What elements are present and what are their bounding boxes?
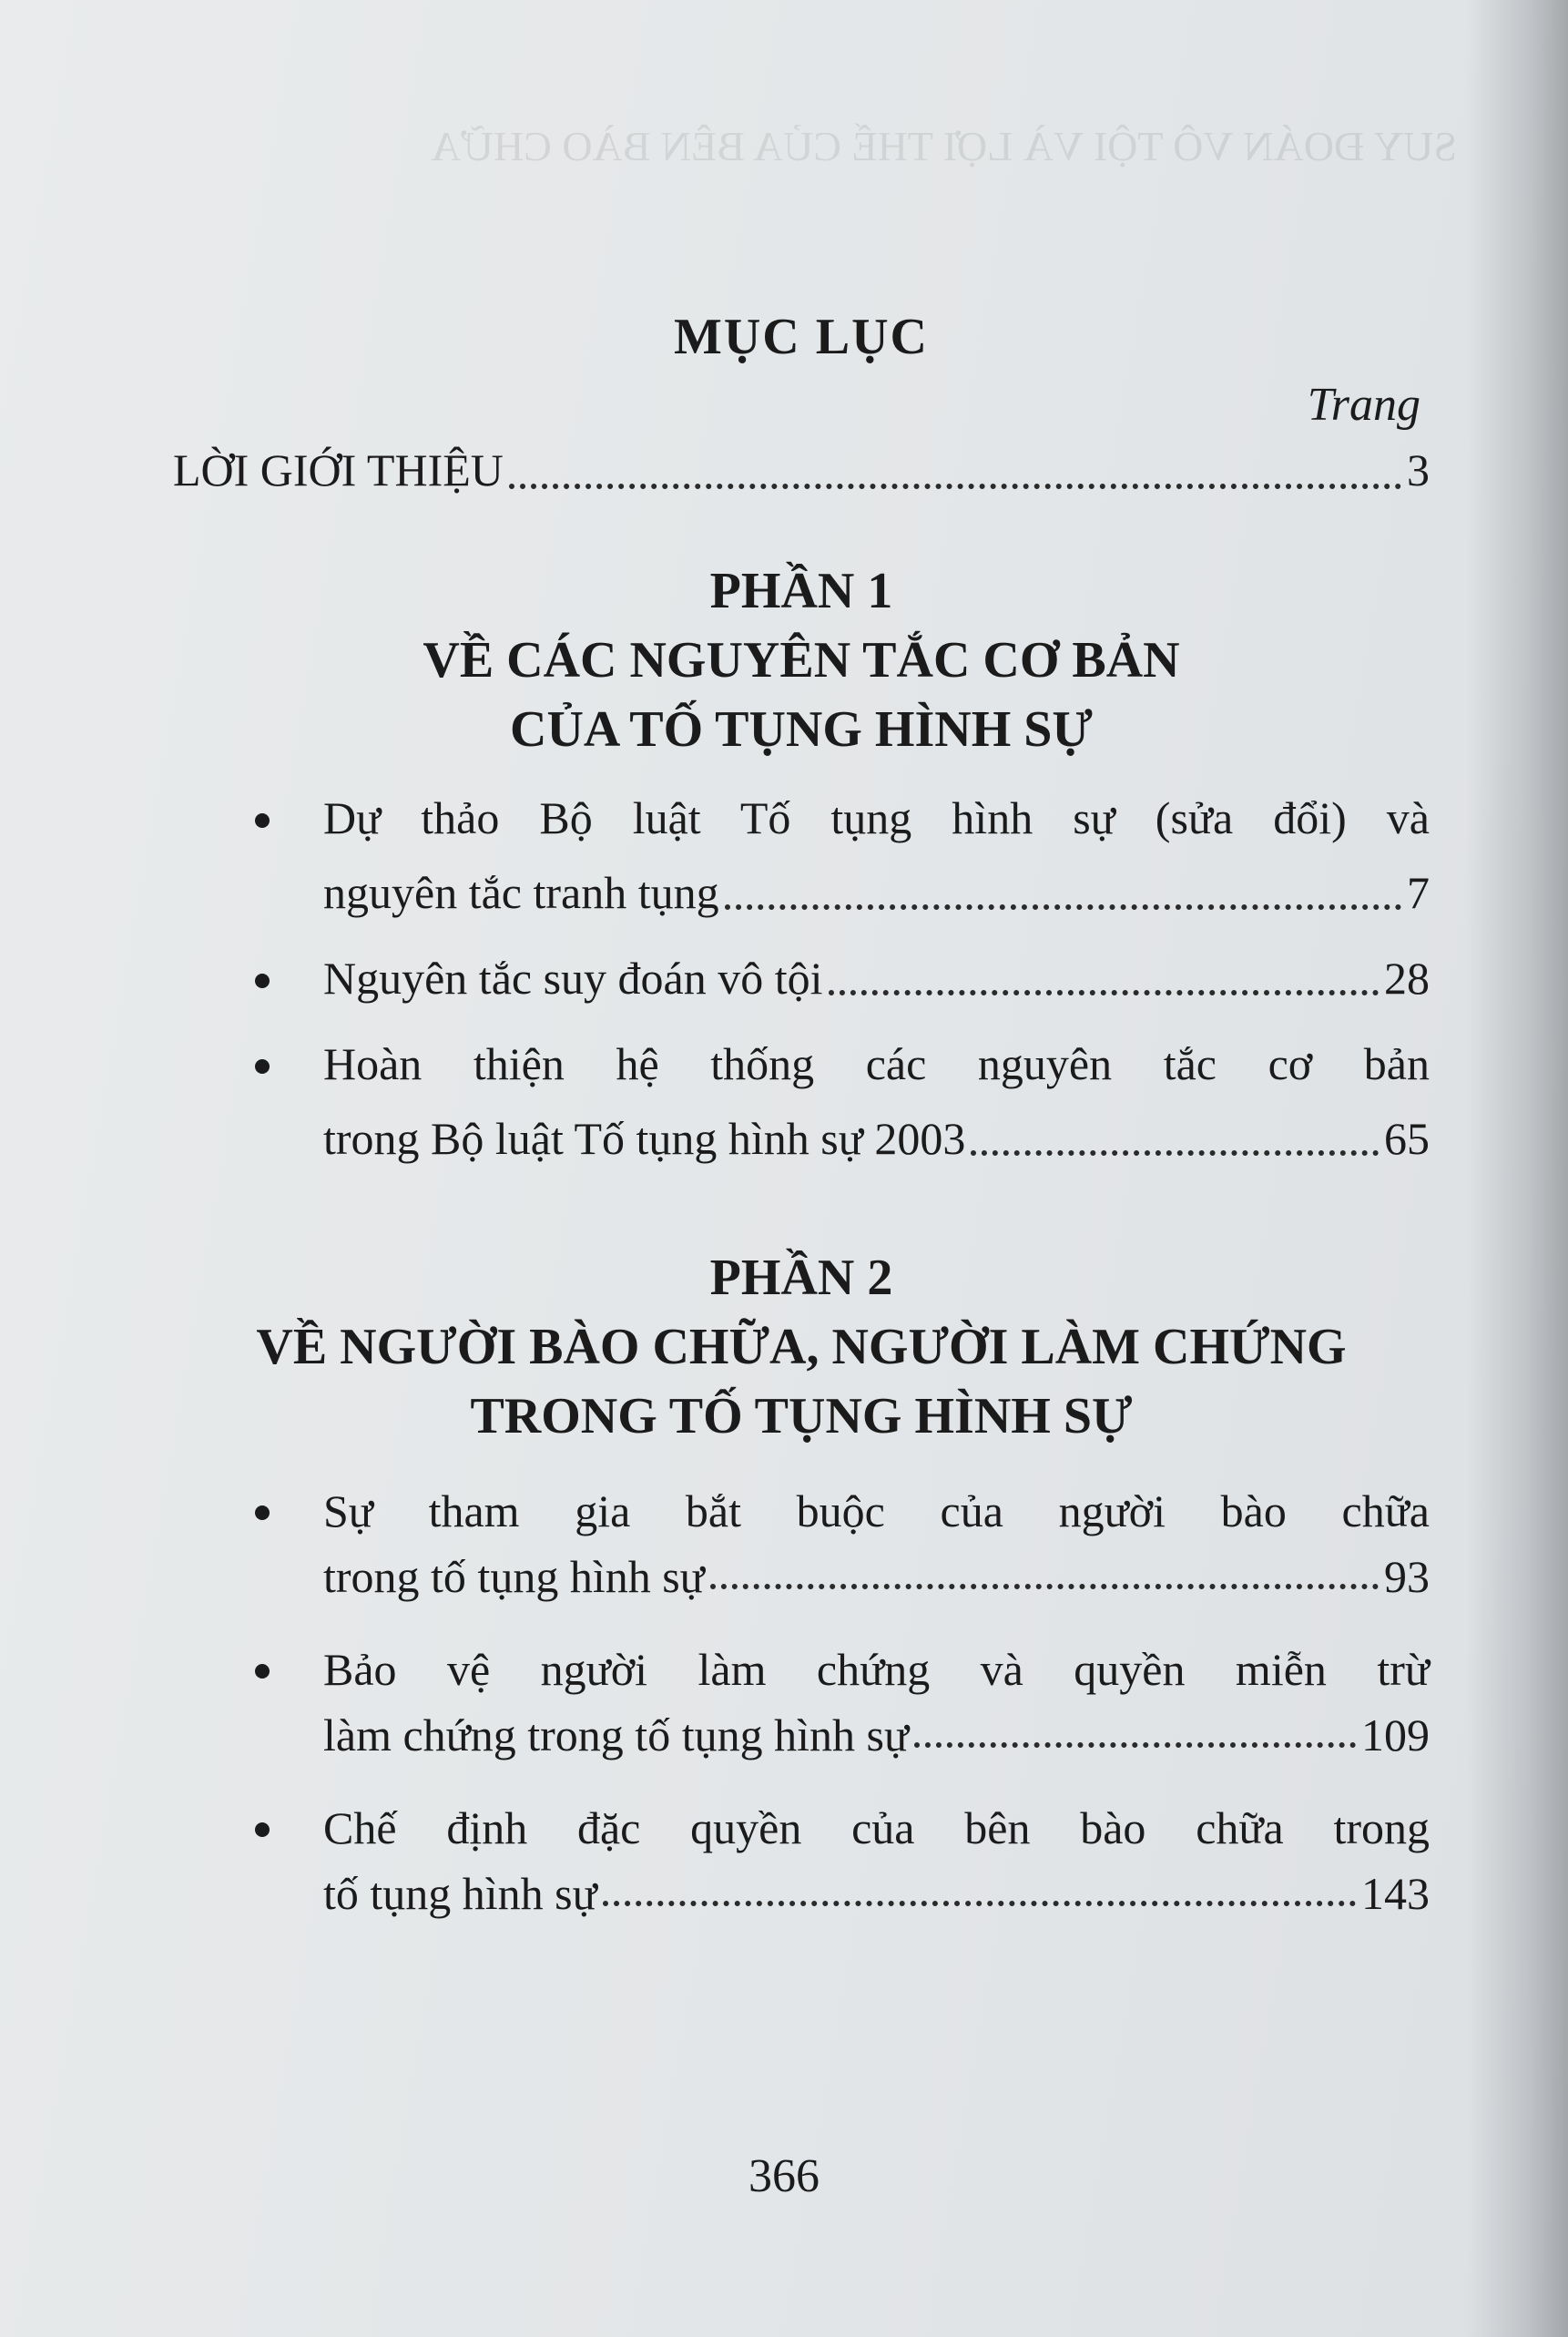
bullet-icon: [255, 1664, 270, 1679]
entry-title-line: làm chứng trong tố tụng hình sự: [323, 1709, 910, 1760]
entry-page: 93: [1384, 1551, 1430, 1602]
bullet-icon: [255, 974, 270, 988]
toc-entry[interactable]: [173, 781, 1430, 930]
entry-title-line: Dự thảo Bộ luật Tố tụng hình sự (sửa đổi) và: [323, 792, 1430, 843]
dot-leader: [914, 1742, 1356, 1748]
entry-page: 109: [1361, 1709, 1430, 1760]
entry-title-line: Nguyên tắc suy đoán vô tội: [323, 953, 823, 1004]
entry-page: 65: [1384, 1113, 1430, 1164]
part-heading-line: CỦA TỐ TỤNG HÌNH SỰ: [510, 701, 1093, 758]
dot-leader: [829, 990, 1379, 995]
entry-title-line: Chế định đặc quyền của bên bào chữa trong: [323, 1802, 1430, 1853]
part-heading-line: PHẦN 2: [709, 1250, 893, 1306]
bleed-through-running-head: SUY ĐOÁN VÔ TỘI VÀ LỢI THẾ CỦA BÊN BÀO CHỮA: [431, 123, 1457, 169]
toc-entry[interactable]: [173, 1478, 1430, 1609]
entry-title-line: trong tố tụng hình sự: [323, 1551, 705, 1602]
part-1-heading: [173, 556, 1430, 764]
bullet-icon: [255, 1059, 270, 1074]
entry-title-line: Sự tham gia bắt buộc của người bào chữa: [323, 1485, 1430, 1536]
part-heading-line: VỀ NGƯỜI BÀO CHỮA, NGƯỜI LÀM CHỨNG: [256, 1319, 1347, 1375]
part-heading-line: TRONG TỐ TỤNG HÌNH SỰ: [470, 1388, 1133, 1444]
dot-leader: [725, 904, 1401, 910]
entry-page: 28: [1384, 953, 1430, 1004]
part-heading-line: PHẦN 1: [709, 563, 893, 619]
entry-title-line: Bảo vệ người làm chứng và quyền miễn trừ: [323, 1644, 1430, 1695]
toc-entry[interactable]: [173, 1795, 1430, 1926]
table-of-contents: [173, 301, 1430, 1926]
bullet-icon: [255, 1822, 270, 1837]
page-number: 366: [748, 2150, 820, 2202]
dot-leader: [509, 484, 1401, 489]
toc-entry[interactable]: [173, 1026, 1430, 1176]
part-1-entries: [173, 781, 1430, 1176]
toc-entry-intro[interactable]: [173, 441, 1430, 500]
entry-page: 3: [1407, 444, 1430, 495]
page-column-label: Trang: [1307, 379, 1420, 431]
entry-title: LỜI GIỚI THIỆU: [173, 444, 504, 495]
page-shadow: [1466, 0, 1568, 2337]
toc-title: MỤC LỤC: [674, 309, 929, 365]
dot-leader: [971, 1150, 1379, 1156]
toc-entry[interactable]: [173, 1637, 1430, 1768]
entry-title-line: tố tụng hình sự: [323, 1868, 597, 1919]
dot-leader: [603, 1901, 1356, 1906]
part-heading-line: VỀ CÁC NGUYÊN TẮC CƠ BẢN: [423, 632, 1180, 689]
dot-leader: [710, 1584, 1379, 1589]
toc-entry[interactable]: [173, 941, 1430, 1015]
entry-title-line: trong Bộ luật Tố tụng hình sự 2003: [323, 1113, 966, 1164]
part-2-heading: [173, 1243, 1430, 1451]
bullet-icon: [255, 1505, 270, 1520]
entry-title-line: Hoàn thiện hệ thống các nguyên tắc cơ bản: [323, 1038, 1430, 1089]
entry-page: 143: [1361, 1868, 1430, 1919]
entry-page: 7: [1407, 867, 1430, 918]
part-2-entries: [173, 1478, 1430, 1926]
bullet-icon: [255, 813, 270, 828]
entry-title-line: nguyên tắc tranh tụng: [323, 867, 719, 918]
